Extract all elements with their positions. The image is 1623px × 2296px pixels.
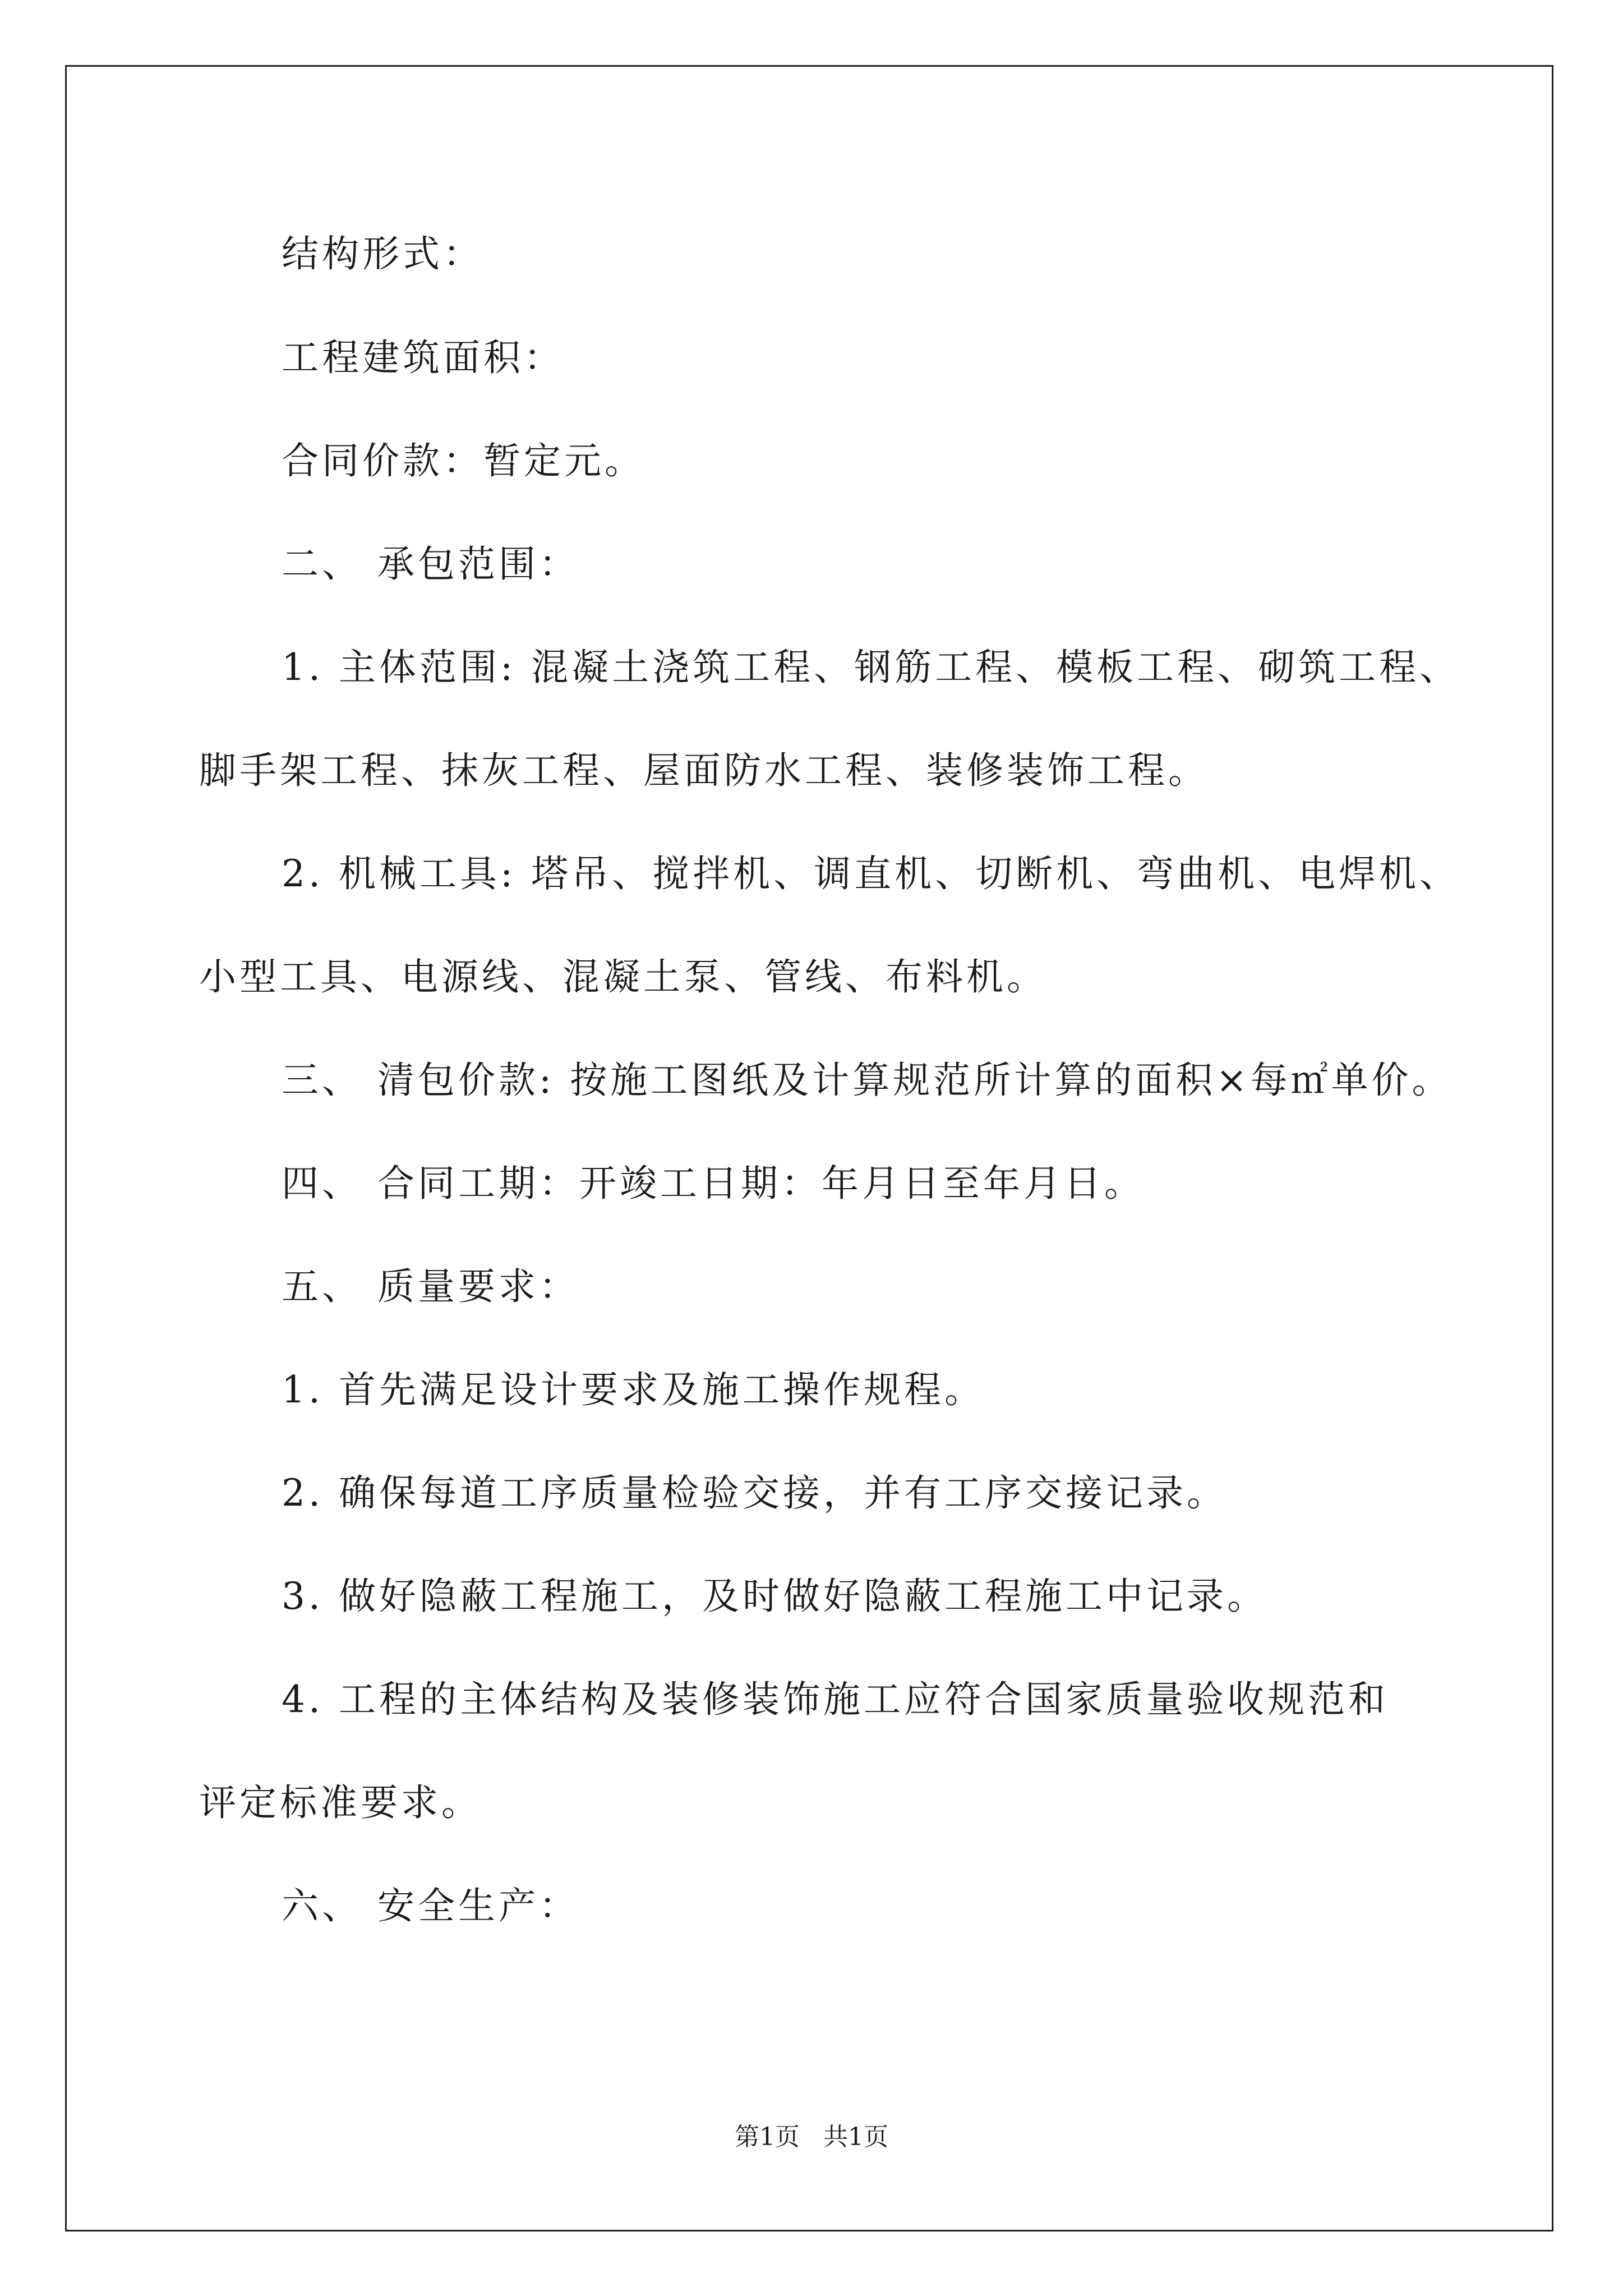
paragraph-machinery: 2. 机械工具: 塔吊、搅拌机、调直机、切断机、弯曲机、电焊机、 <box>282 852 1460 895</box>
paragraph-quality-4: 4. 工程的主体结构及装修装饰施工应符合国家质量验收规范和 <box>282 1678 1389 1721</box>
paragraph-structure-form: 结构形式： <box>282 232 483 275</box>
paragraph-quality-1: 1. 首先满足设计要求及施工操作规程。 <box>282 1368 985 1411</box>
paragraph-contract-period: 四、 合同工期：开竣工日期：年月日至年月日。 <box>282 1162 1145 1205</box>
paragraph-quality-4-cont: 评定标准要求。 <box>199 1781 482 1824</box>
heading-safety: 六、 安全生产： <box>282 1884 579 1927</box>
paragraph-labor-price: 三、 清包价款: 按施工图纸及计算规范所计算的面积×每㎡单价。 <box>282 1059 1453 1102</box>
paragraph-main-scope-cont: 脚手架工程、抹灰工程、屋面防水工程、装修装饰工程。 <box>199 749 1209 792</box>
paragraph-building-area: 工程建筑面积： <box>282 336 564 379</box>
paragraph-machinery-cont: 小型工具、电源线、混凝土泵、管线、布料机。 <box>199 955 1047 999</box>
page-footer: 第1页 共1页 <box>735 2123 888 2151</box>
paragraph-quality-2: 2. 确保每道工序质量检验交接，并有工序交接记录。 <box>282 1471 1227 1515</box>
paragraph-contract-price: 合同价款：暂定元。 <box>282 439 645 482</box>
paragraph-main-scope: 1. 主体范围: 混凝土浇筑工程、钢筋工程、模板工程、砌筑工程、 <box>282 646 1460 689</box>
paragraph-quality-3: 3. 做好隐蔽工程施工，及时做好隐蔽工程施工中记录。 <box>282 1575 1267 1618</box>
heading-quality: 五、 质量要求： <box>282 1265 579 1308</box>
heading-contract-scope: 二、 承包范围： <box>282 542 579 586</box>
